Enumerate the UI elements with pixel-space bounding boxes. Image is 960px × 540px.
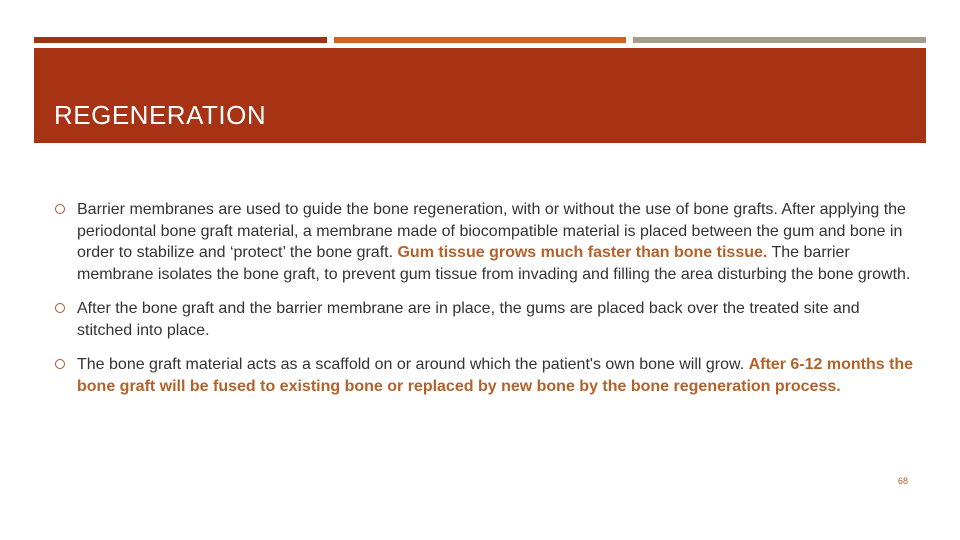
accent-bar-orange — [334, 37, 626, 43]
bullet-item — [52, 199, 914, 285]
bullet-item — [52, 298, 914, 341]
text-segment: After the bone graft and the barrier membrane are in place, the gums are placed back over the treated site and stitched into place. — [77, 300, 860, 339]
text-segment: The barrier membrane isolates the bone graft, to prevent gum tissue from invading and filling the area disturbing the bone growth. — [77, 244, 911, 283]
highlighted-text: After 6-12 months the bone graft will be fused to existing bone or replaced by new bone by the bone regeneration process. — [77, 356, 914, 395]
highlighted-text: Gum tissue grows much faster than bone tissue. — [397, 244, 768, 261]
bullet-text — [77, 356, 913, 395]
accent-bar-taupe — [633, 37, 926, 43]
circle-bullet-icon — [55, 204, 65, 214]
circle-bullet-icon — [55, 359, 65, 369]
accent-bar-dark-red — [34, 37, 327, 43]
bullet-text — [77, 300, 860, 339]
text-segment: Barrier membranes are used to guide the bone regeneration, with or without the use of bone grafts. After applying the periodontal bone graft material, a membrane made of biocompatible material is placed between the gum and bone in order to stabilize and ‘protect’ the bone graft. — [77, 201, 906, 261]
page-number: 68 — [897, 476, 908, 486]
bullet-text — [77, 201, 910, 283]
bullet-item — [52, 354, 914, 397]
bullet-list — [52, 199, 914, 410]
slide-title: REGENERATION — [54, 100, 267, 130]
circle-bullet-icon — [55, 303, 65, 313]
title-band — [34, 48, 926, 143]
text-segment: The bone graft material acts as a scaffold on or around which the patient's own bone will grow. — [77, 356, 749, 373]
